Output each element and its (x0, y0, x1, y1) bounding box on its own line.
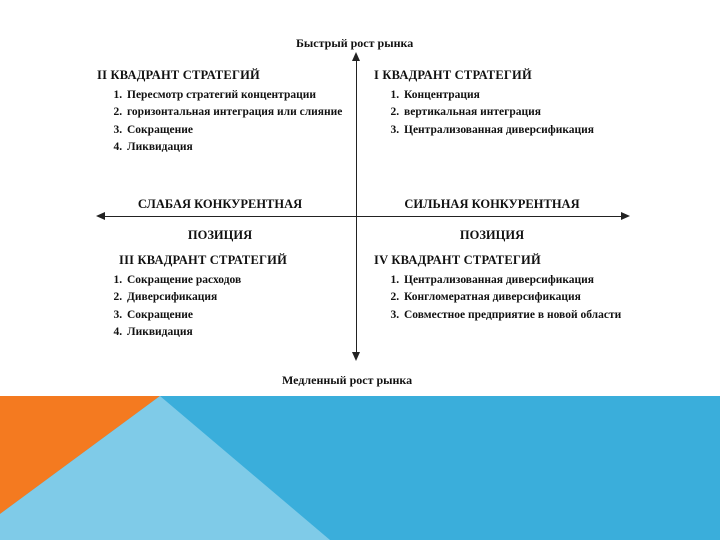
list-item: 3. Сокращение (125, 307, 351, 325)
list-item: 2. Конгломератная диверсификация (402, 289, 624, 307)
list-item: 1. Пересмотр стратегий концентрации (125, 87, 351, 105)
quadrant-1 (374, 67, 624, 139)
list-item: 1. Сокращение расходов (125, 272, 351, 290)
strong-position-label-line1: СИЛЬНАЯ КОНКУРЕНТНАЯ (404, 197, 580, 211)
quadrant-3-list (97, 272, 351, 342)
quadrant-4-list (374, 272, 624, 325)
footer-shapes (0, 396, 720, 540)
list-item: 4. Ликвидация (125, 324, 351, 342)
list-item: 1. Централизованная диверсификация (402, 272, 624, 290)
quadrant-2-title: II КВАДРАНТ СТРАТЕГИЙ (97, 68, 260, 82)
axis-top-label: Быстрый рост рынка (296, 36, 414, 50)
quadrant-4-title: IV КВАДРАНТ СТРАТЕГИЙ (374, 253, 541, 267)
list-item: 4. Ликвидация (125, 139, 351, 157)
axis-bottom-label: Медленный рост рынка (282, 373, 413, 387)
quadrant-1-title: I КВАДРАНТ СТРАТЕГИЙ (374, 68, 532, 82)
arrow-up-icon (352, 52, 360, 61)
list-item: 2. Диверсификация (125, 289, 351, 307)
quadrant-2-list (97, 87, 351, 157)
footer-decoration (0, 396, 720, 540)
quadrant-2 (97, 67, 351, 157)
quadrant-3-title: III КВАДРАНТ СТРАТЕГИЙ (119, 253, 288, 267)
horizontal-axis (103, 216, 623, 217)
list-item: 2. вертикальная интеграция (402, 104, 624, 122)
arrow-left-icon (96, 212, 105, 220)
list-item: 3. Сокращение (125, 122, 351, 140)
arrow-right-icon (621, 212, 630, 220)
arrow-down-icon (352, 352, 360, 361)
list-item: 3. Совместное предприятие в новой области (402, 307, 624, 325)
weak-position-label-line1: СЛАБАЯ КОНКУРЕНТНАЯ (137, 197, 303, 211)
quadrant-1-list (374, 87, 624, 140)
list-item: 2. горизонтальная интеграция или слияние (125, 104, 351, 122)
weak-position-label-line2: ПОЗИЦИЯ (187, 228, 253, 242)
list-item: 3. Централизованная диверсификация (402, 122, 624, 140)
quadrant-3 (97, 252, 351, 342)
quadrant-4 (374, 252, 624, 324)
list-item: 1. Концентрация (402, 87, 624, 105)
vertical-axis (356, 58, 357, 356)
strong-position-label-line2: ПОЗИЦИЯ (459, 228, 525, 242)
